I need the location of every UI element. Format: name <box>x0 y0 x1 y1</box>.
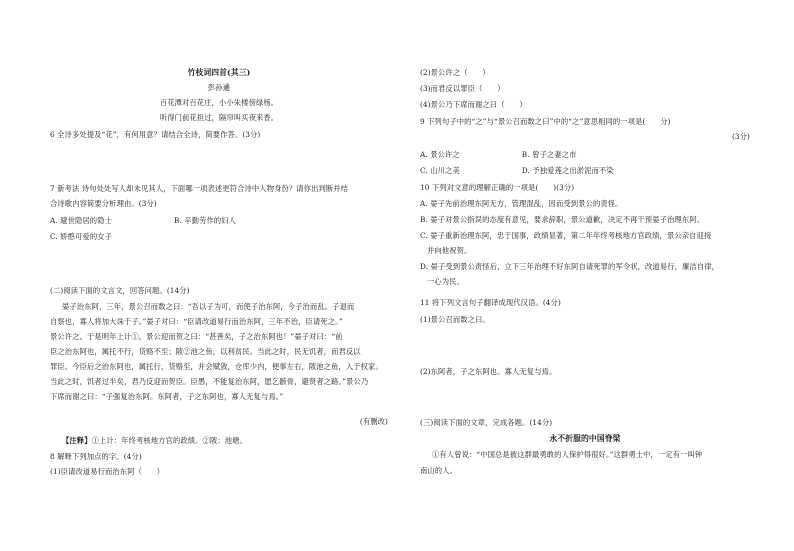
question-9: 9 下列句子中的“之”与“景公召而数之曰”中的“之”意思相同的一项是( 分) <box>420 117 671 126</box>
question-6: 6 全诗多处提及“花”，有何用意？请结合全诗，简要作答。(3分) <box>50 130 261 139</box>
question-8-item-2: (2)景公许之（ ） <box>420 68 490 77</box>
question-8-item-1: (1)臣请改道易行而治东阿（ ） <box>50 467 165 476</box>
poem-line-1: 百花潭对百花庄，小小朱楼傍绿杨。 <box>159 98 279 107</box>
question-9-option-d: D. 予独爱莲之出淤泥而不染 <box>521 166 614 175</box>
question-9-option-a: A. 景公许之 <box>420 150 460 159</box>
poem-line-2: 听得门前花担过，隔帘叫买夜来香。 <box>159 113 279 122</box>
poem-author: 彭孙遹 <box>207 83 231 92</box>
question-8: 8 解释下列加点的字。(4分) <box>50 452 142 461</box>
question-9-option-c: C. 山川之美 <box>420 166 460 175</box>
poem-title: 竹枝词四首(其三) <box>187 68 251 77</box>
section-3-title: (三)阅读下面的文章，完成各题。(14分) <box>420 418 553 427</box>
question-10-option-d-line-1: D. 晏子受到景公责怪后，立下三年治理不好东阿自请死罪的军令状，改道易行，廉洁自律， <box>420 262 720 271</box>
passage-line-3: 景公许之。于是明年上计①，景公迎而贺之曰：“甚善矣，子之治东阿也！”晏子对曰：“前 <box>50 332 343 341</box>
annotation-text: ①上计：年终考核地方官的政绩。②陂：池塘。 <box>91 436 247 445</box>
passage-line-5: 罪臣。今臣后之治东阿也，属托行，货赂至，并会赋敛，仓库少内，便事左右，陂池之鱼，入于权家。 <box>50 362 383 371</box>
question-10-option-c-line-2: 并向他祝贺。 <box>427 246 472 255</box>
passage-line-7: 下席而谢之曰：“子强复治东阿。东阿者，子之东阿也，寡人无复与焉。” <box>50 392 284 401</box>
annotation <box>50 436 247 445</box>
section-2-title: (二)阅读下面的文言文，回答问题。(14分) <box>50 286 190 295</box>
question-9-options-cd <box>420 166 614 175</box>
question-8-item-4: (4)景公乃下席而谢之曰（ ） <box>420 100 527 109</box>
question-7-options-ab <box>50 216 236 225</box>
question-7-option-c: C. 娇憨可爱的女子 <box>50 232 113 241</box>
question-10-option-a: A. 晏子先前治理东阿无方，管理混乱，因而受到景公的责怪。 <box>420 199 623 208</box>
question-7-option-b: B. 辛勤劳作的妇人 <box>174 216 237 225</box>
question-9-options-ab <box>420 150 576 159</box>
question-10-option-b: B. 晏子对景公指误的态度有意见，要求辞职，景公道歉，决定不再干预晏子治理东阿。 <box>420 215 704 224</box>
article-title: 永不折服的中国脊梁 <box>549 434 621 443</box>
article-line-2: 南山的人。 <box>420 466 457 475</box>
question-11-item-2: (2)东阿者，子之东阿也。寡人无复与焉。 <box>420 367 557 376</box>
question-9-score: (3分) <box>731 132 750 141</box>
question-9-option-b: B. 曾子之妻之市 <box>521 150 577 159</box>
question-7-line-2: 合诗歌内容简要分析理由。(3分) <box>50 199 157 208</box>
question-11: 11 将下列文言句子翻译成现代汉语。(4分) <box>420 298 561 307</box>
question-11-item-1: (1)景公召而数之曰。 <box>420 315 490 324</box>
question-8-item-3: (3)而君反以罪臣（ ） <box>420 84 505 93</box>
passage-line-4: 臣之治东阿也，属托不行，货赂不至；陂②池之鱼，以利贫民。当此之时，民无饥者，而君反以 <box>50 347 361 356</box>
question-7-option-a: A. 避世隐居的隐士 <box>50 216 112 225</box>
question-7-line-1: 7 新考法 诗句处处写人却未见其人，下面哪一项表述更符合诗中人物身份？请你出判断并结 <box>50 184 349 193</box>
passage-line-6: 当此之时，饥者过半矣，君乃反迎而贺臣。臣愚，不能复治东阿，愿乞骸骨，避贤者之路。”景公乃 <box>50 377 369 386</box>
question-10-option-d-line-2: 一心为民。 <box>427 277 464 286</box>
question-10: 10 下列对文意的理解正确的一项是( )(3分) <box>420 183 575 192</box>
passage-line-1: 晏子治东阿，三年，景公召而数之曰：“吾以子为可，而使子治东阿，今子治而乱。子退而 <box>62 302 355 311</box>
annotation-label: 【注释】 <box>62 436 92 445</box>
passage-line-2: 自察也，寡人将加大诛于子。”晏子对曰：“臣请改道易行而治东阿，三年不治，臣请死之。” <box>50 317 343 326</box>
article-line-1: ①有人曾说：“中国总是被这群最勇敢的人保护得很好。”这群勇士中，一定有一叫钟 <box>432 450 703 459</box>
question-10-option-c-line-1: C. 晏子重新治理东阿，忠于国事，政绩显著，第二年年终考核地方官政绩，景公亲自迎接 <box>420 231 712 240</box>
source-note: (有删改) <box>359 417 388 426</box>
